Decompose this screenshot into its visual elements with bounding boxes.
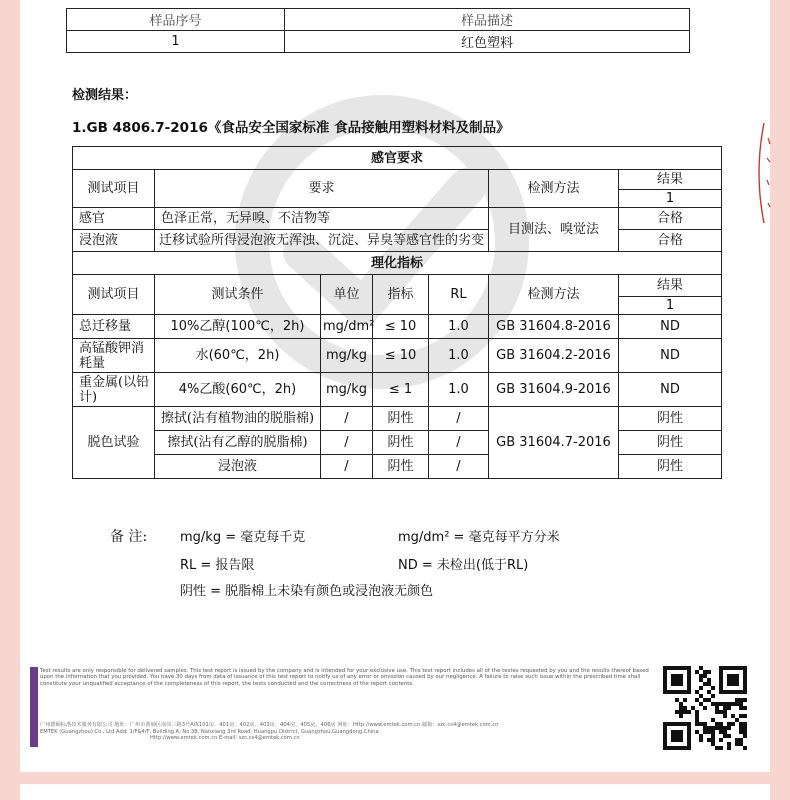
heavy-metal-item: 重金属(以铅计)	[73, 373, 155, 407]
standard-title: 1.GB 4806.7-2016《食品安全国家标准 食品接触用塑料材料及制品》	[72, 120, 510, 136]
decolor-row-3-unit: /	[321, 455, 373, 479]
footer-contacts	[40, 722, 660, 742]
sensory-row-1-item: 感官	[73, 208, 155, 230]
table-row	[73, 373, 722, 407]
total-migration-condition: 10%乙醇(100℃，2h)	[155, 315, 321, 339]
sensory-row-2-requirement: 迁移试验所得浸泡液无浑浊、沉淀、异臭等感官性的劣变	[155, 230, 489, 252]
physchem-header-result: 结果	[619, 275, 722, 297]
contact-en: EMTEK (Guangzhou) Co., Ltd Add: 1/F&4/F, Building A, No.38, Nanxiang 3rd Road, Huangpu District, Guangzhou,Guangdong,China	[40, 728, 379, 735]
decolor-item: 脱色试验	[73, 407, 155, 479]
note-mgdm2: mg/dm² = 毫克每平方分米	[398, 530, 560, 545]
physchem-header-rl: RL	[429, 275, 489, 315]
decolor-row-2-unit: /	[321, 431, 373, 455]
sensory-row-1-result: 合格	[619, 208, 722, 230]
total-migration-unit: mg/dm²	[321, 315, 373, 339]
decolor-row-3-condition: 浸泡液	[155, 455, 321, 479]
table-row	[73, 407, 722, 431]
physchem-header-method: 检测方法	[489, 275, 619, 315]
decolor-row-3-result: 阴性	[619, 455, 722, 479]
decolor-row-2-rl: /	[429, 431, 489, 455]
decolor-row-1-condition: 擦拭(沾有植物油的脱脂棉)	[155, 407, 321, 431]
decolor-row-1-limit: 阴性	[373, 407, 429, 431]
total-migration-rl: 1.0	[429, 315, 489, 339]
physchem-section-title: 理化指标	[73, 252, 722, 275]
heavy-metal-result: ND	[619, 373, 722, 407]
qr-code-icon	[663, 666, 747, 750]
permanganate-rl: 1.0	[429, 339, 489, 373]
heavy-metal-condition: 4%乙酸(60℃，2h)	[155, 373, 321, 407]
sensory-header-result: 结果	[619, 170, 722, 190]
heavy-metal-limit: ≤ 1	[373, 373, 429, 407]
physchem-header-item: 测试项目	[73, 275, 155, 315]
sensory-row-2-result: 合格	[619, 230, 722, 252]
total-migration-limit: ≤ 10	[373, 315, 429, 339]
sensory-row-1-requirement: 色泽正常，无异嗅、不洁物等	[155, 208, 489, 230]
sample-number: 1	[67, 31, 285, 53]
table-row	[73, 315, 722, 339]
table-row	[73, 431, 722, 455]
results-table	[72, 146, 722, 479]
decolor-row-2-result: 阴性	[619, 431, 722, 455]
sensory-header-result-no: 1	[619, 190, 722, 208]
physchem-header-condition: 测试条件	[155, 275, 321, 315]
footer-accent-bar	[30, 667, 38, 747]
permanganate-result: ND	[619, 339, 722, 373]
note-negative: 阴性 = 脱脂棉上未染有颜色或浸泡液无颜色	[180, 584, 434, 599]
footer-disclaimer: Test results are only responsible for delivered samples. This test report is issued by the company and is intended for your exclusive use. This test report includes all of the testes requested by you and the results thereof based upon the information that you provided. You have 30 days from data of issuance of this test report to notify us of any error or omission caused by our negligence. A failure to raise such issue within the prescribed time shall constitute your unqualified acceptance of the completeness of this report, the tests conducted and the correctness of the report contents.	[40, 668, 649, 687]
decolor-row-3-limit: 阴性	[373, 455, 429, 479]
table-row	[73, 455, 722, 479]
permanganate-method: GB 31604.2-2016	[489, 339, 619, 373]
table-row	[73, 339, 722, 373]
decolor-row-2-condition: 擦拭(沾有乙醇的脱脂棉)	[155, 431, 321, 455]
next-page-sheet	[20, 784, 770, 800]
decolor-row-1-rl: /	[429, 407, 489, 431]
heavy-metal-method: GB 31604.9-2016	[489, 373, 619, 407]
sample-table	[66, 8, 690, 53]
permanganate-limit: ≤ 10	[373, 339, 429, 373]
decolor-row-3-rl: /	[429, 455, 489, 479]
sensory-row-2-item: 浸泡液	[73, 230, 155, 252]
sensory-method: 目测法、嗅觉法	[489, 208, 619, 252]
sensory-header-item: 测试项目	[73, 170, 155, 208]
results-heading: 检测结果：	[72, 88, 138, 103]
note-mgkg: mg/kg = 毫克每千克	[180, 530, 306, 545]
sample-description: 红色塑料	[285, 31, 690, 53]
total-migration-result: ND	[619, 315, 722, 339]
note-nd: ND = 未检出(低于RL)	[398, 558, 529, 573]
sensory-header-method: 检测方法	[489, 170, 619, 208]
sample-description-header: 样品描述	[285, 9, 690, 31]
decolor-method: GB 31604.7-2016	[489, 407, 619, 479]
permanganate-condition: 水(60℃，2h)	[155, 339, 321, 373]
permanganate-item: 高锰酸钾消耗量	[73, 339, 155, 373]
heavy-metal-unit: mg/kg	[321, 373, 373, 407]
permanganate-unit: mg/kg	[321, 339, 373, 373]
physchem-header-limit: 指标	[373, 275, 429, 315]
physchem-header-unit: 单位	[321, 275, 373, 315]
decolor-row-1-unit: /	[321, 407, 373, 431]
sensory-header-requirement: 要求	[155, 170, 489, 208]
total-migration-method: GB 31604.8-2016	[489, 315, 619, 339]
sensory-section-title: 感官要求	[73, 147, 722, 170]
note-rl: RL = 报告限	[180, 558, 255, 573]
physchem-header-result-no: 1	[619, 297, 722, 315]
contact-web: Http://www.emtek.com.cn E-mail: szc.cs4@emtek.com.cn	[150, 735, 300, 742]
heavy-metal-rl: 1.0	[429, 373, 489, 407]
decolor-row-2-limit: 阴性	[373, 431, 429, 455]
sample-number-header: 样品序号	[67, 9, 285, 31]
contact-cn: 广州德颐标准技术服务有限公司 地址：广州市黄埔区南岗三路3号A栋101房、401房、402房、403房、404房、405房、406房 网址：Http://www.emtek.com.cn 邮箱：szc.cs4@emtek.com.cn	[40, 722, 499, 728]
total-migration-item: 总迁移量	[73, 315, 155, 339]
decolor-row-1-result: 阴性	[619, 407, 722, 431]
notes-label: 备 注:	[110, 529, 148, 545]
red-stamp-icon	[752, 118, 772, 228]
